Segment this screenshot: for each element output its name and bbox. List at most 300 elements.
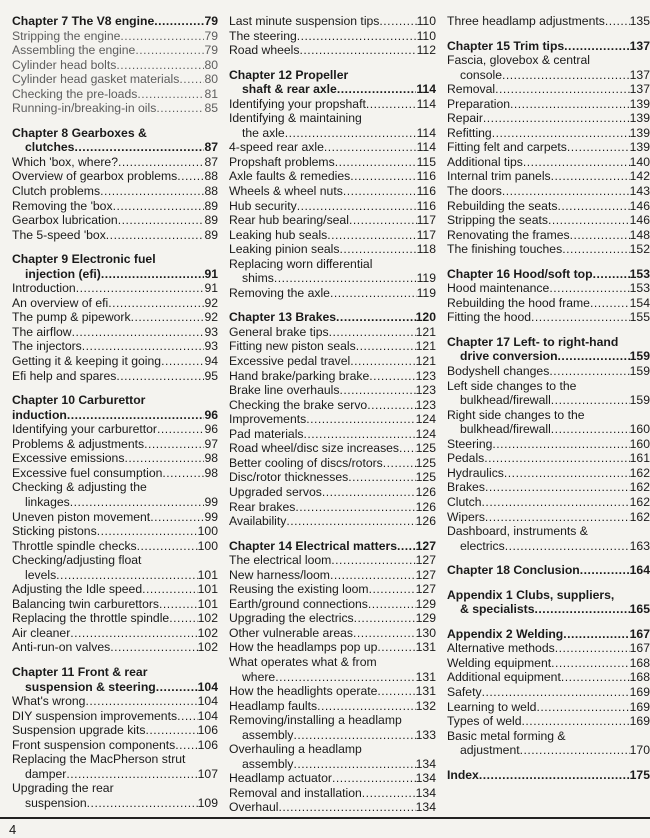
toc-entry-page: 80 [204, 72, 218, 87]
toc-entry-title: Excessive pedal travel [229, 354, 351, 369]
page-number: 4 [9, 822, 17, 837]
toc-entry-title: Checking/adjusting float [12, 553, 142, 568]
toc-entry [229, 640, 436, 655]
toc-entry [447, 14, 650, 29]
toc-entry-title: Improvements [229, 412, 307, 427]
toc-entry [447, 714, 650, 729]
toc-entry-title: Upgrading the electrics [229, 611, 354, 626]
dot-leader [116, 369, 204, 384]
dot-leader [317, 699, 416, 714]
toc-heading [229, 82, 436, 97]
dot-leader [348, 470, 415, 485]
toc-entry-title: Types of weld [447, 714, 522, 729]
toc-entry-page: 104 [197, 708, 218, 723]
toc-entry-title: An overview of efi [12, 295, 109, 310]
toc-entry [12, 553, 218, 568]
dot-leader [286, 514, 415, 529]
toc-entry-title: Appendix 1 Clubs, suppliers, [447, 587, 615, 602]
dot-leader [336, 310, 416, 325]
dot-leader [297, 29, 417, 44]
dot-leader [548, 213, 630, 228]
toc-column-2 [229, 14, 436, 815]
toc-entry-title: Which 'box, where? [12, 154, 118, 169]
footer-rule [0, 817, 650, 819]
toc-entry-title: The injectors [12, 339, 82, 354]
toc-entry-title: Reusing the existing loom [229, 582, 369, 597]
toc-entry-page: 162 [629, 509, 650, 524]
toc-entry-title: Removal [447, 82, 496, 97]
toc-entry-title: The electrical loom [229, 553, 332, 568]
dot-leader [275, 670, 415, 685]
toc-entry [229, 369, 436, 384]
toc-entry-title: Brakes [447, 480, 485, 495]
toc-entry-title: The pump & pipework [12, 310, 131, 325]
dot-leader [377, 684, 415, 699]
dot-leader [329, 325, 416, 340]
toc-entry-title: assembly [242, 756, 294, 771]
toc-entry [12, 752, 218, 767]
toc-entry [447, 495, 650, 510]
dot-leader [179, 72, 204, 87]
toc-entry-title: Getting it & keeping it going [12, 354, 162, 369]
toc-entry [12, 510, 218, 525]
toc-entry-page: 99 [204, 509, 218, 524]
toc-entry [12, 354, 218, 369]
toc-entry-page: 127 [415, 553, 436, 568]
dot-leader [110, 640, 197, 655]
dot-leader [295, 500, 415, 515]
toc-entry-page: 88 [204, 169, 218, 184]
toc-entry [12, 640, 218, 655]
toc-entry [229, 228, 436, 243]
toc-entry [447, 53, 650, 68]
toc-heading [12, 665, 218, 680]
toc-entry [12, 611, 218, 626]
dot-leader [293, 757, 415, 772]
toc-entry-page: 124 [415, 426, 436, 441]
dot-leader [67, 408, 205, 423]
toc-entry [229, 771, 436, 786]
toc-entry-title: Adjusting the Idle speed [12, 582, 143, 597]
toc-entry-page: 139 [629, 125, 650, 140]
toc-entry-page: 169 [629, 699, 650, 714]
toc-entry-title: Checking & adjusting the [12, 480, 147, 495]
toc-entry-title: The airflow [12, 324, 72, 339]
toc-entry [12, 213, 218, 228]
toc-entry [229, 271, 436, 286]
toc-entry-title: Excessive emissions [12, 451, 125, 466]
toc-heading [447, 563, 650, 578]
toc-entry-title: Stripping the engine [12, 28, 121, 43]
toc-entry [447, 656, 650, 671]
toc-entry-title: Leaking pinion seals [229, 242, 340, 257]
toc-heading [12, 252, 218, 267]
dot-leader [293, 728, 415, 743]
toc-entry [12, 281, 218, 296]
toc-entry-page: 127 [415, 567, 436, 582]
toc-entry-title: Refitting [447, 125, 492, 140]
dot-leader [561, 670, 630, 685]
toc-entry [229, 199, 436, 214]
toc-entry-title: Chapter 8 Gearboxes & [12, 125, 147, 140]
toc-entry [12, 72, 218, 87]
toc-entry [229, 213, 436, 228]
toc-entry-page: 131 [415, 640, 436, 655]
toc-entry [12, 524, 218, 539]
dot-leader [177, 169, 204, 184]
dot-leader [369, 369, 415, 384]
toc-entry [447, 97, 650, 112]
toc-entry [12, 626, 218, 641]
toc-heading [12, 393, 218, 408]
toc-entry-title: Road wheel/disc size increases [229, 441, 400, 456]
toc-entry [229, 728, 436, 743]
toc-entry [447, 68, 650, 83]
dot-leader [70, 495, 205, 510]
toc-entry-page: 95 [204, 368, 218, 383]
toc-entry-page: 89 [204, 213, 218, 228]
dot-leader [520, 743, 630, 758]
dot-leader [278, 800, 415, 815]
toc-entry-title: Front suspension components [12, 737, 176, 752]
toc-entry-page: 175 [629, 767, 650, 782]
dot-leader [557, 199, 629, 214]
dot-leader [113, 199, 205, 214]
toc-entry [229, 655, 436, 670]
toc-entry [229, 383, 436, 398]
toc-entry-title: clutches [25, 140, 75, 155]
dot-leader [120, 29, 204, 44]
toc-entry [229, 684, 436, 699]
toc-entry [447, 281, 650, 296]
toc-entry [12, 199, 218, 214]
dot-leader [106, 228, 205, 243]
toc-entry-title: the axle [242, 125, 285, 140]
dot-leader [484, 451, 629, 466]
toc-entry-page: 89 [204, 198, 218, 213]
toc-entry [229, 500, 436, 515]
toc-entry-title: Removing the axle [229, 285, 330, 300]
dot-leader [82, 339, 205, 354]
toc-entry [447, 451, 650, 466]
dot-leader [536, 700, 629, 715]
dot-leader [76, 281, 205, 296]
toc-heading [12, 126, 218, 141]
toc-entry-page: 97 [204, 436, 218, 451]
toc-entry-title: Identifying & maintaining [229, 111, 362, 126]
toc-entry-title: Index [447, 767, 479, 782]
toc-entry-title: Overview of gearbox problems [12, 169, 178, 184]
toc-entry-page: 102 [197, 611, 218, 626]
dot-leader [562, 242, 629, 257]
toc-entry-page: 160 [629, 422, 650, 437]
toc-entry-page: 131 [415, 669, 436, 684]
dot-leader [337, 82, 416, 97]
toc-entry [447, 524, 650, 539]
toc-entry [229, 14, 436, 29]
toc-entry-page: 98 [204, 451, 218, 466]
toc-entry-page: 114 [416, 82, 436, 97]
dot-leader [485, 480, 630, 495]
toc-entry-page: 99 [204, 494, 218, 509]
toc-entry-page: 125 [415, 470, 436, 485]
toc-entry [12, 694, 218, 709]
toc-entry [12, 310, 218, 325]
toc-entry-title: Better cooling of discs/rotors [229, 455, 383, 470]
toc-entry-page: 123 [415, 383, 436, 398]
toc-heading [229, 539, 436, 554]
toc-entry [229, 398, 436, 413]
dot-leader [285, 126, 417, 141]
toc-entry [12, 480, 218, 495]
toc-entry-title: Running-in/breaking-in oils [12, 101, 157, 116]
toc-entry [229, 800, 436, 815]
toc-entry-page: 137 [629, 82, 650, 97]
toc-heading [447, 335, 650, 350]
dot-leader [367, 398, 415, 413]
toc-entry-page: 85 [204, 101, 218, 116]
dot-leader [162, 466, 204, 481]
toc-heading [447, 627, 650, 642]
dot-leader [118, 155, 204, 170]
toc-entry [447, 140, 650, 155]
toc-entry-page: 170 [629, 743, 650, 758]
toc-entry-title: Removing the 'box [12, 198, 113, 213]
toc-entry-title: Identifying your carburettor [12, 422, 157, 437]
dot-leader [354, 611, 416, 626]
toc-entry-page: 114 [416, 96, 436, 111]
dot-leader [145, 723, 197, 738]
toc-entry [229, 757, 436, 772]
toc-entry [12, 325, 218, 340]
dot-leader [304, 427, 416, 442]
toc-entry-title: Last minute suspension tips [229, 14, 380, 28]
toc-entry-page: 132 [415, 698, 436, 713]
toc-entry [229, 339, 436, 354]
dot-leader [523, 155, 630, 170]
toc-entry [12, 495, 218, 510]
toc-entry-title: 4-speed rear axle [229, 140, 324, 155]
toc-entry-title: Wheels & wheel nuts [229, 184, 343, 199]
toc-entry-page: 125 [415, 441, 436, 456]
toc-entry-title: Replacing the throttle spindle [12, 611, 170, 626]
toc-entry-page: 165 [629, 602, 650, 617]
toc-entry [229, 470, 436, 485]
toc-entry-title: Air cleaner [12, 625, 71, 640]
toc-entry [229, 286, 436, 301]
toc-entry [12, 582, 218, 597]
toc-entry-title: Excessive fuel consumption [12, 465, 163, 480]
toc-entry-page: 114 [416, 125, 436, 140]
toc-entry-page: 131 [415, 684, 436, 699]
toc-entry-page: 80 [204, 57, 218, 72]
toc-entry-page: 160 [629, 436, 650, 451]
toc-entry-page: 104 [197, 694, 218, 709]
toc-entry-title: linkages [25, 494, 70, 509]
toc-entry [447, 685, 650, 700]
dot-leader [339, 242, 416, 257]
toc-entry-title: Bodyshell changes [447, 364, 550, 379]
toc-entry-page: 154 [629, 295, 650, 310]
toc-entry-title: injection (efi) [25, 266, 101, 281]
toc-entry-page: 102 [197, 640, 218, 655]
toc-entry-page: 134 [415, 785, 436, 800]
toc-entry-title: Chapter 15 Trim tips [447, 38, 565, 53]
toc-entry-title: Learning to weld [447, 699, 537, 714]
toc-entry [12, 709, 218, 724]
toc-entry-page: 101 [197, 582, 218, 597]
toc-entry-title: Axle faults & remedies [229, 169, 351, 184]
toc-entry-page: 87 [204, 154, 218, 169]
toc-entry-title: Headlamp faults [229, 698, 318, 713]
toc-entry-title: Additional equipment [447, 670, 561, 685]
toc-entry [229, 597, 436, 612]
toc-entry-page: 101 [197, 596, 218, 611]
toc-heading [447, 349, 650, 364]
toc-entry-title: Checking the brake servo [229, 397, 368, 412]
toc-entry-page: 100 [197, 538, 218, 553]
toc-entry [447, 700, 650, 715]
toc-entry [12, 155, 218, 170]
dot-leader [580, 563, 630, 578]
toc-heading [447, 602, 650, 617]
toc-entry-page: 162 [629, 480, 650, 495]
toc-entry [229, 626, 436, 641]
toc-entry [447, 126, 650, 141]
toc-entry-page: 164 [629, 563, 650, 578]
toc-entry-title: Chapter 13 Brakes [229, 310, 337, 325]
toc-entry-title: Fitting new piston seals [229, 339, 356, 354]
toc-entry-page: 137 [629, 38, 650, 53]
dot-leader [563, 627, 629, 642]
toc-entry [229, 514, 436, 529]
toc-entry [12, 539, 218, 554]
dot-leader [353, 626, 416, 641]
dot-leader [605, 14, 630, 29]
toc-entry-page: 120 [415, 310, 436, 325]
toc-entry-page: 134 [415, 756, 436, 771]
toc-entry [229, 97, 436, 112]
toc-heading [447, 588, 650, 603]
dot-leader [551, 393, 630, 408]
toc-entry-page: 104 [197, 679, 218, 694]
toc-entry-title: Left side changes to the [447, 378, 577, 393]
toc-entry-title: bulkhead/firewall [460, 393, 551, 408]
dot-leader [551, 169, 630, 184]
dot-leader [510, 97, 630, 112]
toc-entry [447, 539, 650, 554]
toc-entry-page: 117 [416, 213, 436, 228]
toc-entry-page: 143 [629, 184, 650, 199]
dot-leader [383, 456, 416, 471]
toc-entry-page: 140 [629, 154, 650, 169]
toc-entry [12, 568, 218, 583]
toc-entry-page: 121 [415, 339, 436, 354]
toc-entry [229, 257, 436, 272]
dot-leader [154, 14, 204, 29]
toc-entry-title: Problems & adjustments [12, 436, 145, 451]
toc-entry-page: 106 [197, 737, 218, 752]
toc-entry-page: 168 [629, 670, 650, 685]
dot-leader [356, 339, 416, 354]
dot-leader [324, 140, 417, 155]
toc-entry-page: 79 [204, 14, 218, 28]
dot-leader [339, 383, 415, 398]
toc-entry-title: Anti-run-on valves [12, 640, 111, 655]
toc-entry-page: 168 [629, 655, 650, 670]
toc-entry-title: Introduction [12, 281, 76, 296]
dot-leader [399, 441, 416, 456]
dot-leader [349, 213, 417, 228]
toc-entry [12, 597, 218, 612]
toc-entry-title: Preparation [447, 96, 511, 111]
toc-entry [12, 228, 218, 243]
toc-entry-title: Other vulnerable areas [229, 625, 353, 640]
toc-entry [447, 111, 650, 126]
dot-leader [350, 169, 416, 184]
dot-leader [590, 296, 630, 311]
toc-entry-page: 169 [629, 714, 650, 729]
dot-leader [327, 228, 416, 243]
toc-entry-page: 142 [629, 169, 650, 184]
toc-entry-page: 126 [415, 499, 436, 514]
toc-entry-page: 124 [415, 412, 436, 427]
toc-entry [12, 466, 218, 481]
toc-entry [229, 485, 436, 500]
toc-entry-title: Sticking pistons [12, 524, 97, 539]
dot-leader [504, 466, 630, 481]
toc-entry [229, 169, 436, 184]
toc-entry-page: 169 [629, 684, 650, 699]
toc-entry-page: 87 [204, 140, 218, 155]
dot-leader [330, 286, 417, 301]
toc-entry-page: 109 [197, 795, 218, 810]
dot-leader [551, 656, 630, 671]
dot-leader [535, 602, 630, 617]
toc-entry-title: Upgrading the rear [12, 781, 114, 796]
toc-heading [12, 408, 218, 423]
toc-entry-title: Hood maintenance [447, 281, 550, 296]
toc-entry [447, 296, 650, 311]
toc-entry-title: Availability [229, 514, 287, 529]
toc-entry-title: Balancing twin carburettors [12, 596, 159, 611]
toc-entry [12, 422, 218, 437]
toc-entry-page: 89 [204, 227, 218, 242]
dot-leader [332, 771, 416, 786]
toc-entry [447, 437, 650, 452]
toc-entry-page: 102 [197, 625, 218, 640]
toc-entry-title: Welding equipment [447, 655, 552, 670]
toc-entry-page: 159 [629, 349, 650, 364]
toc-entry-title: Chapter 7 The V8 engine [12, 14, 155, 28]
toc-entry-page: 117 [416, 227, 436, 242]
toc-entry-title: electrics [460, 538, 505, 553]
toc-entry [12, 339, 218, 354]
toc-entry-title: How the headlamps pop up [229, 640, 378, 655]
toc-entry-title: Leaking hub seals [229, 227, 328, 242]
toc-entry [229, 456, 436, 471]
dot-leader [87, 796, 198, 811]
toc-entry-title: Hand brake/parking brake [229, 368, 370, 383]
toc-entry-title: damper [25, 766, 67, 781]
dot-leader [161, 354, 204, 369]
toc-entry-title: Headlamp actuator [229, 771, 332, 786]
toc-entry [447, 393, 650, 408]
dot-leader [495, 82, 630, 97]
toc-entry-page: 91 [204, 266, 218, 281]
toc-entry-title: Earth/ground connections [229, 596, 368, 611]
dot-leader [479, 768, 630, 783]
